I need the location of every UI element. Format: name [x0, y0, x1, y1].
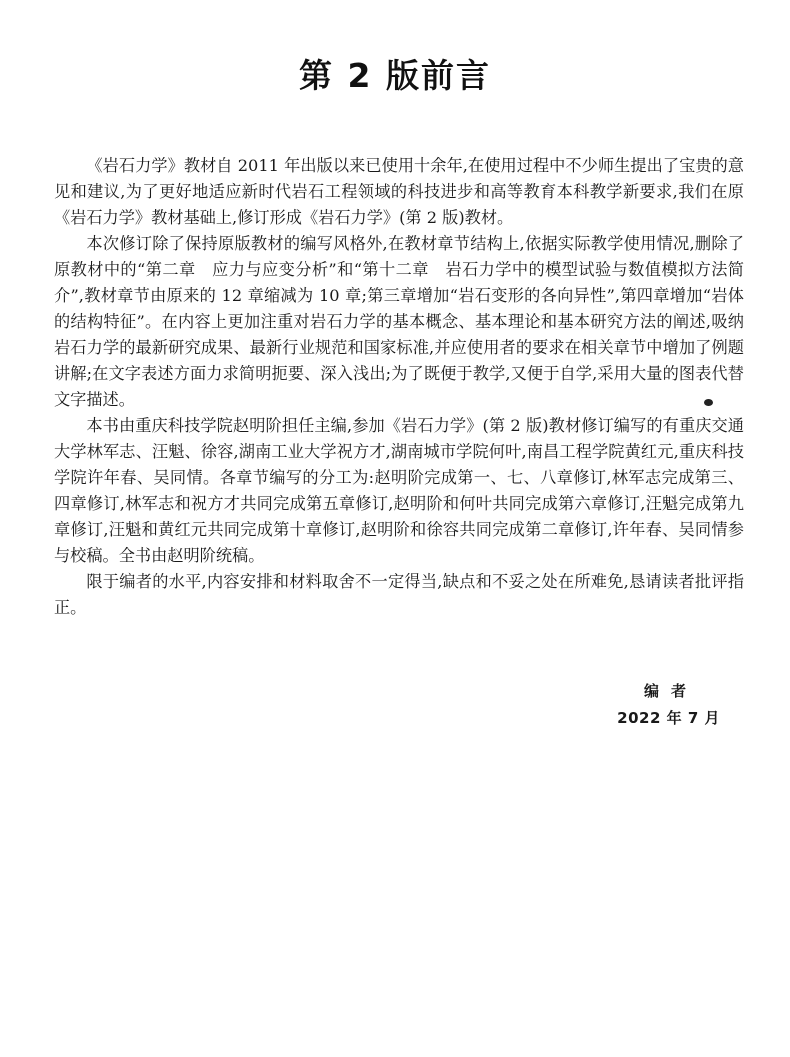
paragraph-1: 《岩石力学》教材自 2011 年出版以来已使用十余年,在使用过程中不少师生提出了宝贵的意见和建议,为了更好地适应新时代岩石工程领域的科技进步和高等教育本科教学新要求,我们在原《岩石力学》教材基础上,修订形成《岩石力学》(第 2 版)教材。 — [54, 156, 744, 227]
preface-body — [54, 153, 744, 621]
paragraph-2: 本次修订除了保持原版教材的编写风格外,在教材章节结构上,依据实际教学使用情况,删除了原教材中的“第二章 应力与应变分析”和“第十二章 岩石力学中的模型试验与数值模拟方法简介”,教材章节由原来的 12 章缩减为 10 章;第三章增加“岩石变形的各向异性”,第四章增加“岩体的结构特征”。在内容上更加注重对岩石力学的基本概念、基本理论和基本研究方法的阐述,吸纳岩石力学的最新研究成果、最新行业规范和国家标准,并应使用者的要求在相关章节中增加了例题讲解;在文字表述方面力求简明扼要、深入浅出;为了既便于教学,又便于自学,采用大量的图表代替文字描述。 — [54, 234, 744, 409]
paragraph-4: 限于编者的水平,内容安排和材料取舍不一定得当,缺点和不妥之处在所难免,恳请读者批评指正。 — [54, 572, 744, 617]
page-title: 第 2 版前言 — [299, 56, 491, 95]
ink-blot-mark — [704, 399, 713, 406]
paragraph-3: 本书由重庆科技学院赵明阶担任主编,参加《岩石力学》(第 2 版)教材修订编写的有重庆交通大学林军志、汪魁、徐容,湖南工业大学祝方才,湖南城市学院何叶,南昌工程学院黄红元,重庆科技学院许年春、吴同情。各章节编写的分工为:赵明阶完成第一、七、八章修订,林军志完成第三、四章修订,林军志和祝方才共同完成第五章修订,赵明阶和何叶共同完成第六章修订,汪魁完成第九章修订,汪魁和黄红元共同完成第十章修订,赵明阶和徐容共同完成第二章修订,许年春、吴同情参与校稿。全书由赵明阶统稿。 — [54, 416, 744, 565]
signature-date: 2022 年 7 月 — [617, 709, 720, 727]
signature-block — [617, 678, 720, 732]
editor-signature: 编者 — [643, 682, 698, 700]
